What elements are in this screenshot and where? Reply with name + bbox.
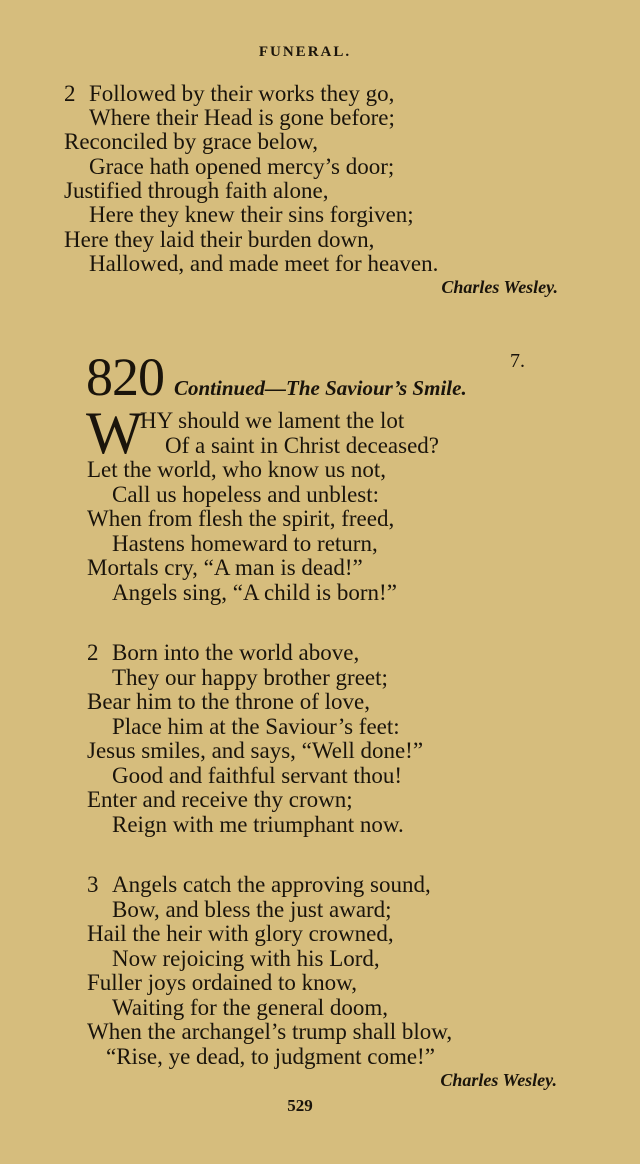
verse-line: Place him at the Saviour’s feet: <box>112 714 400 739</box>
drop-cap: W <box>86 400 143 466</box>
verse-line: Born into the world above, <box>112 640 360 665</box>
verse-line: Here they knew their sins forgiven; <box>89 202 414 227</box>
verse-line: “Rise, ye dead, to judgment come!” <box>106 1044 435 1069</box>
verse-line: Justified through faith alone, <box>64 178 329 203</box>
verse-line: Of a saint in Christ deceased? <box>165 433 439 458</box>
prev-hymn-author: Charles Wesley. <box>441 277 558 297</box>
verse-line: Grace hath opened mercy’s door; <box>89 154 395 179</box>
page-number: 529 <box>287 1096 313 1115</box>
hymn-author: Charles Wesley. <box>440 1070 557 1090</box>
verse-line: Call us hopeless and unblest: <box>112 482 380 507</box>
page-header: FUNERAL. <box>258 44 352 60</box>
verse-line: Where their Head is gone before; <box>89 105 395 130</box>
verse-line: Hallowed, and made meet for heaven. <box>89 251 439 276</box>
verse-line: Jesus smiles, and says, “Well done!” <box>87 738 424 763</box>
verse-line: HY should we lament the lot <box>140 408 405 433</box>
verse-line: Angels catch the approving sound, <box>112 872 431 897</box>
verse-line: Hastens homeward to return, <box>112 531 378 556</box>
verse-line: Mortals cry, “A man is dead!” <box>87 555 363 580</box>
verse-number: 2 <box>64 81 76 106</box>
hymn-title: Continued—The Saviour’s Smile. <box>174 376 467 400</box>
verse-line: Good and faithful servant thou! <box>112 763 402 788</box>
verse-line: Reconciled by grace below, <box>64 129 318 154</box>
verse-number: 2 <box>87 640 99 665</box>
verse-line: Angels sing, “A child is born!” <box>112 580 397 605</box>
verse-number: 3 <box>87 872 99 897</box>
verse-line: Bear him to the throne of love, <box>87 689 370 714</box>
verse-line: Followed by their works they go, <box>89 81 395 106</box>
hymn-meter: 7. <box>510 350 525 372</box>
verse-line: Waiting for the general doom, <box>112 995 388 1020</box>
verse-line: When the archangel’s trump shall blow, <box>87 1019 453 1044</box>
verse-line: When from flesh the spirit, freed, <box>87 506 395 531</box>
verse-line: Bow, and bless the just award; <box>112 897 392 922</box>
verse-line: Fuller joys ordained to know, <box>87 970 358 995</box>
verse-line: Here they laid their burden down, <box>64 227 375 252</box>
verse-line: Reign with me triumphant now. <box>112 812 404 837</box>
verse-line: Enter and receive thy crown; <box>87 787 353 812</box>
hymn-number: 820 <box>86 347 164 407</box>
verse-line: Now rejoicing with his Lord, <box>112 946 380 971</box>
verse-line: Let the world, who know us not, <box>87 457 386 482</box>
verse-line: Hail the heir with glory crowned, <box>87 921 394 946</box>
verse-line: They our happy brother greet; <box>112 665 388 690</box>
